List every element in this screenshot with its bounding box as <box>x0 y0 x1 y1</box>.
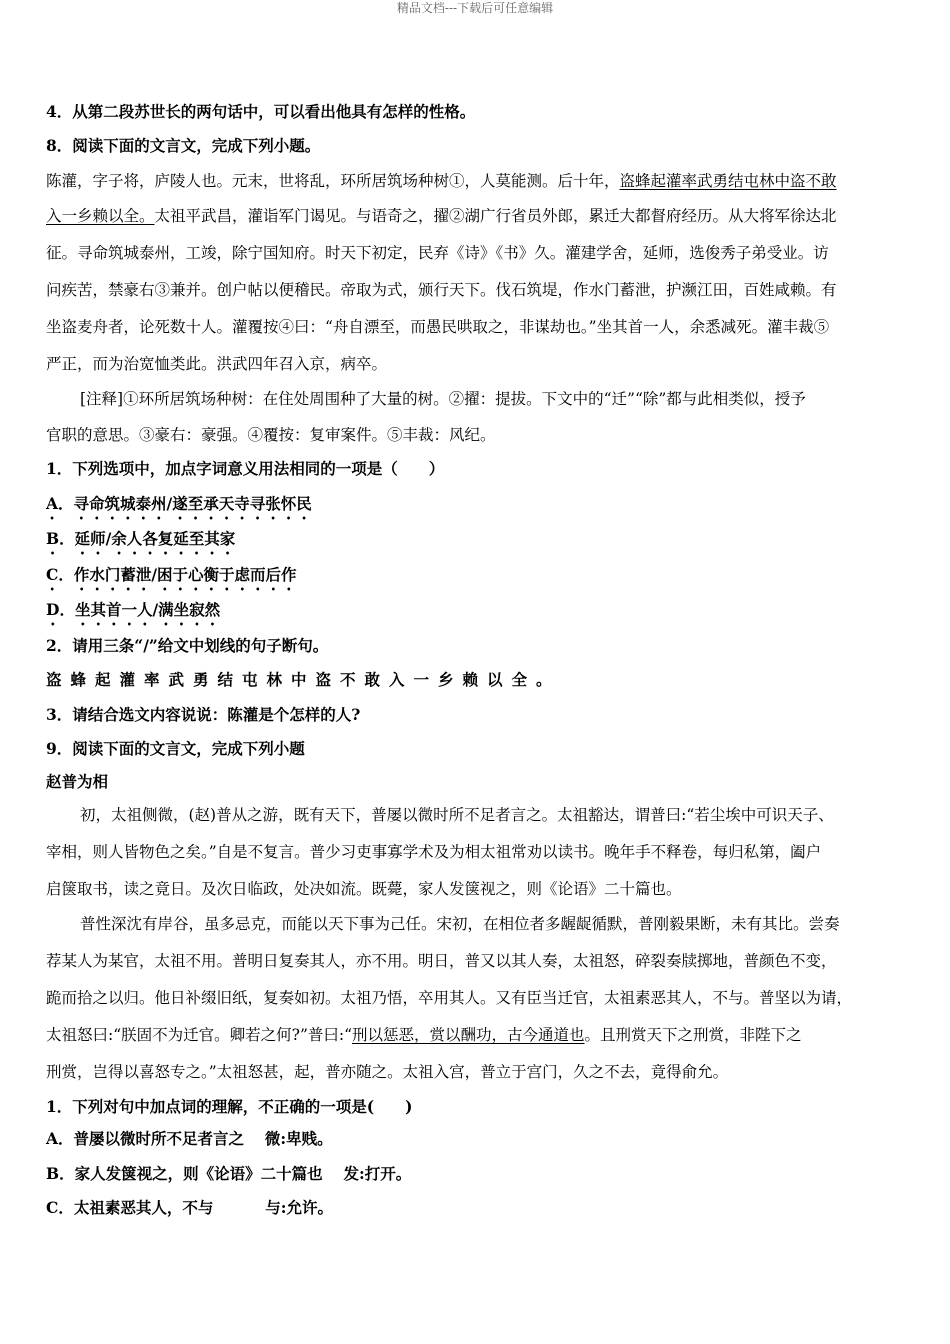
passage-1-line-3: 征。寻命筑城泰州，工竣，除宁国知府。时天下初定，民弃《诗》《书》久。灌建学舍，延师，选俊秀子弟受业。访 <box>46 244 829 262</box>
underlined-sentence: 入一乡赖以全。 <box>46 207 155 225</box>
passage-1-line-5: 坐盗麦舟者，论死数十人。灌覆按④曰：“舟自漂至，而愚民哄取之，非谋劫也。”坐其首一人，余悉减死。灌丰裁⑤ <box>46 318 830 336</box>
passage-2-line-2: 宰相，则人皆物色之矣。”自是不复言。普少习吏事寡学术及为相太祖常劝以读书。晚年手不释卷，每归私第，阖户 <box>46 843 822 861</box>
punctuation-sentence: 盗蜂起灌率武勇结屯林中盗不敢入一乡赖以全。 <box>46 670 561 689</box>
page-header: 精品文档---下载后可任意编辑 <box>396 1 554 15</box>
q8-option-a: A．寻命筑城泰州/遂至承天寺寻张怀民 <box>46 494 312 513</box>
passage-2-line-4: 普性深沈有岸谷，虽多忌克，而能以天下事为己任。宋初，在相位者多龌龊循默，普刚毅果断，未有其比。尝奏 <box>80 915 840 933</box>
passage-1-line-2 <box>46 205 906 227</box>
q9-option-a: A．普屡以微时所不足者言之 微:卑贱。 <box>46 1129 333 1148</box>
passage-2-line-5: 荐某人为某官，太祖不用。普明日复奏其人，亦不用。明日，普又以其人奏，太祖怒，碎裂奏牍掷地，普颜色不变， <box>46 952 837 970</box>
underlined-sentence: 刑以惩恶，赏以酬功，古今通道也 <box>352 1026 585 1044</box>
annotation-line-1: [注释]①环所居筑场种树：在住处周围种了大量的树。②擢：提拔。下文中的“迁”“除”都与此相类似，授予 <box>80 390 806 408</box>
passage-1-line-6: 严正，而为治宽恤类此。洪武四年召入京，病卒。 <box>46 355 388 373</box>
passage-2-line-3: 启箧取书，读之竟日。及次日临政，处决如流。既薨，家人发箧视之，则《论语》二十篇也。 <box>46 880 682 898</box>
passage-1-line-1 <box>46 170 906 192</box>
passage-text: 陈灌，字子将，庐陵人也。元末，世将乱，环所居筑场种树①，人莫能测。后十年， <box>46 172 620 190</box>
passage-2-line-1: 初，太祖侧微，(赵)普从之游，既有天下，普屡以微时所不足者言之。太祖豁达，谓普曰:“若尘埃中可识天子、 <box>80 806 834 824</box>
passage-2-line-7 <box>46 1024 906 1046</box>
q9-option-b: B．家人发箧视之，则《论语》二十篇也 发:打开。 <box>46 1164 412 1183</box>
question-9-heading: 9．阅读下面的文言文，完成下列小题 <box>46 739 305 758</box>
passage-2-line-6: 跪而拾之以归。他日补缀旧纸，复奏如初。太祖乃悟，卒用其人。又有臣当迁官，太祖素恶其人，不与。普坚以为请， <box>46 989 853 1007</box>
passage-2-line-8: 刑赏，岂得以喜怒专之。”太祖怒甚，起，普亦随之。太祖入宫，普立于宫门，久之不去，竟得俞允。 <box>46 1063 729 1081</box>
passage-text: 。且刑赏天下之刑赏，非陛下之 <box>584 1026 802 1044</box>
question-4: 4．从第二段苏世长的两句话中，可以看出他具有怎样的性格。 <box>46 102 476 121</box>
q9-sub-1: 1．下列对句中加点词的理解，不正确的一项是( ) <box>46 1097 413 1116</box>
q8-sub-3: 3．请结合选文内容说说：陈灌是个怎样的人? <box>46 705 361 724</box>
passage-1-line-4: 问疾苦，禁豪右③兼并。创户帖以便稽民。帝取为式，颁行天下。伐石筑堤，作水门蓄泄，护濒江田，百姓咸赖。有 <box>46 281 837 299</box>
question-8-heading: 8．阅读下面的文言文，完成下列小题。 <box>46 136 321 155</box>
annotation-line-2: 官职的意思。③豪右：豪强。④覆按：复审案件。⑤丰裁：风纪。 <box>46 426 496 444</box>
passage-text: 太祖怒曰:“朕固不为迁官。卿若之何?”普曰:“ <box>46 1026 353 1044</box>
underlined-sentence: 盗蜂起灌率武勇结屯林中盗不敢 <box>619 172 837 190</box>
q9-option-c: C．太祖素恶其人，不与 与:允许。 <box>46 1198 333 1217</box>
passage-text: 太祖平武昌，灌诣军门谒见。与语奇之，擢②湖广行省员外郎，累迁大都督府经历。从大将军徐达北 <box>154 207 837 225</box>
q8-sub-2: 2．请用三条“/”给文中划线的句子断句。 <box>46 636 329 655</box>
q8-sub-1: 1．下列选项中，加点字词意义用法相同的一项是（ ） <box>46 459 445 478</box>
q8-option-b: B．延师/余人各复延至其家 <box>46 529 236 548</box>
q8-option-d: D．坐其首一人/满坐寂然 <box>46 600 221 619</box>
passage-2-title: 赵普为相 <box>46 772 109 791</box>
q8-option-c: C．作水门蓄泄/困于心衡于虑而后作 <box>46 565 297 584</box>
